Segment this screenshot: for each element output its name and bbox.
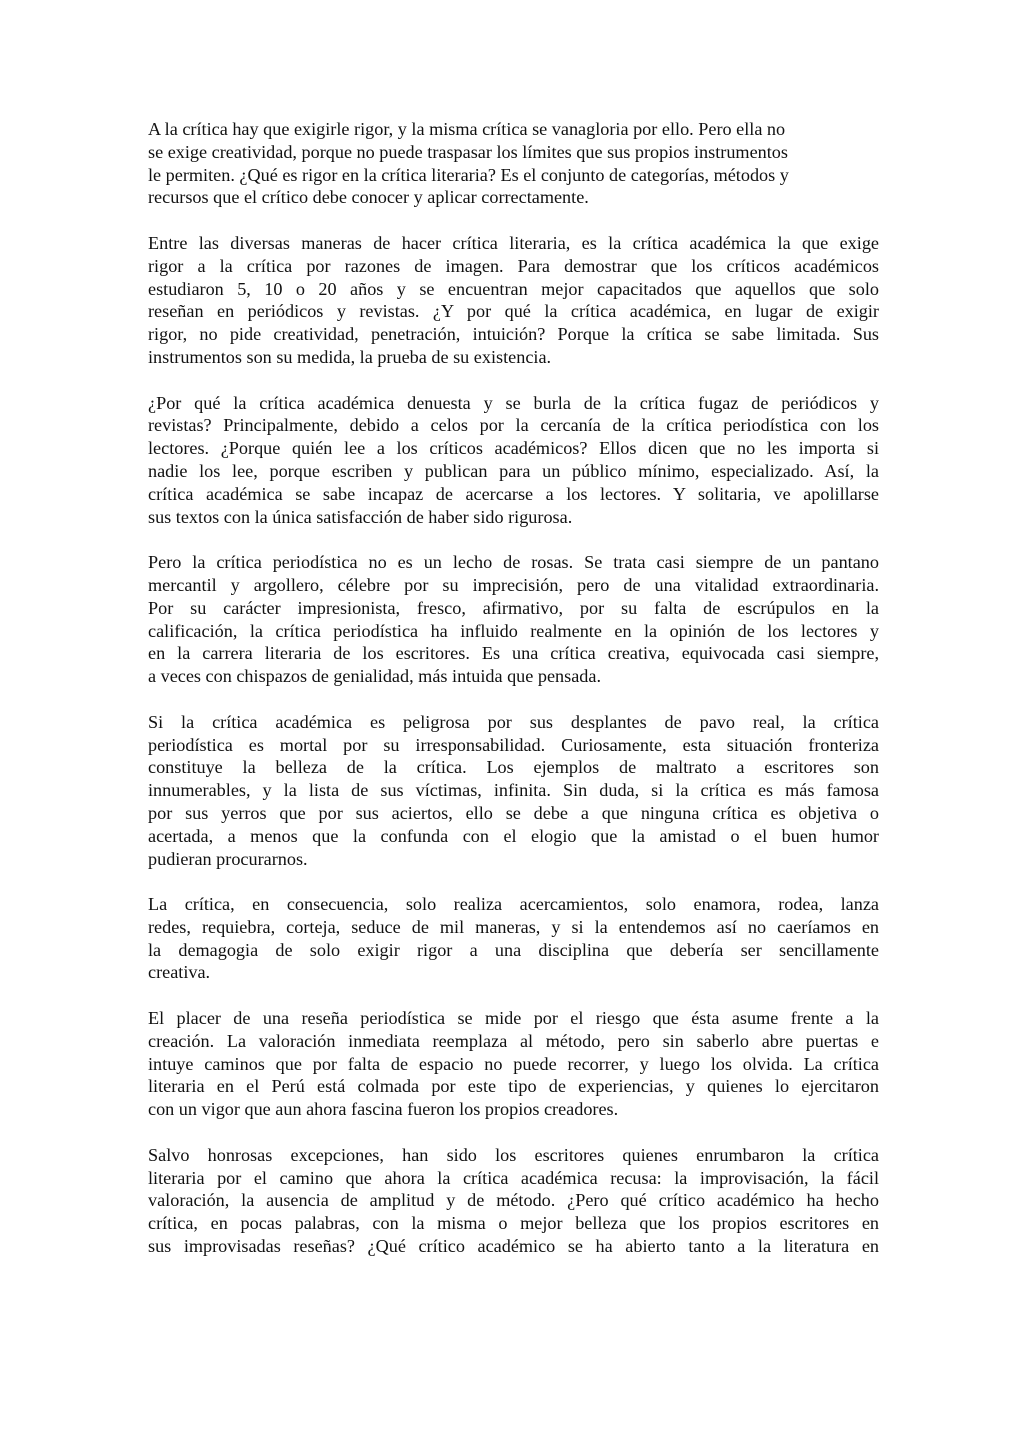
text-line: instrumentos son su medida, la prueba de su existencia. (148, 346, 552, 367)
text-line: a veces con chispazos de genialidad, más intuida que pensada. (148, 666, 602, 687)
text-line: acertada, a menos que la confunda con el elogio que la amistad o el buen humor (148, 825, 879, 846)
text-line: ¿Por qué la crítica académica denuesta y se burla de la crítica fugaz de periódicos y (148, 392, 879, 413)
text-line: A la crítica hay que exigirle rigor, y la misma crítica se vanagloria por ello. Pero ella no (148, 119, 786, 139)
text-line: reseñan en periódicos y revistas. ¿Y por qué la crítica académica, en lugar de exigir (148, 301, 879, 322)
text-line: por sus yerros que por sus aciertos, ello se debe a que ninguna crítica es objetiva o (148, 802, 879, 823)
text-line: Salvo honrosas excepciones, han sido los escritores quienes enrumbaron la crítica (148, 1144, 879, 1165)
text-line: pudieran procurarnos. (148, 848, 308, 869)
paragraph-7 (148, 1007, 879, 1121)
text-line: Por su carácter impresionista, fresco, afirmativo, por su falta de escrúpulos en la (148, 597, 879, 618)
text-line: crítica académica se sabe incapaz de acercarse a los lectores. Y solitaria, ve apolillarse (148, 483, 879, 504)
text-line: intuye caminos que por falta de espacio no puede recorrer, y luego los olvida. La crítica (148, 1053, 879, 1074)
text-line: rigor a la crítica por razones de imagen. Para demostrar que los críticos académicos (148, 255, 879, 276)
text-line: lectores. ¿Porque quién lee a los críticos académicos? Ellos dicen que no les importa si (148, 438, 879, 459)
paragraph-4 (148, 551, 879, 688)
paragraph-5 (148, 711, 879, 871)
text-line: mercantil y argollero, célebre por su imprecisión, pero de una vitalidad extraordinaria. (148, 574, 879, 595)
paragraph-6 (148, 893, 879, 984)
paragraph-1 (148, 118, 879, 209)
document-page (148, 118, 879, 1281)
text-line: La crítica, en consecuencia, solo realiza acercamientos, solo enamora, rodea, lanza (148, 894, 879, 915)
text-line: creación. La valoración inmediata reemplaza al método, pero sin saberlo abre puertas e (148, 1030, 879, 1051)
text-line: estudiaron 5, 10 o 20 años y se encuentran mejor capacitados que aquellos que solo (148, 278, 879, 299)
text-line: rigor, no pide creatividad, penetración, intuición? Porque la crítica se sabe limitada. Sus (148, 324, 879, 345)
text-line: valoración, la ausencia de amplitud y de método. ¿Pero qué crítico académico ha hecho (148, 1190, 879, 1211)
text-line: crítica, en pocas palabras, con la misma o mejor belleza que los propios escritores en (148, 1213, 879, 1234)
text-line: literaria por el camino que ahora la crítica académica recusa: la improvisación, la fácil (148, 1167, 879, 1188)
paragraph-2 (148, 232, 879, 369)
text-line: innumerables, y la lista de sus víctimas, infinita. Sin duda, si la crítica es más famosa (148, 780, 879, 801)
text-line: se exige creatividad, porque no puede traspasar los límites que sus propios instrumentos (148, 141, 788, 162)
text-line: periodística es mortal por su irresponsabilidad. Curiosamente, esta situación fronteriza (148, 734, 879, 755)
text-line: con un vigor que aun ahora fascina fueron los propios creadores. (148, 1099, 619, 1120)
text-line: El placer de una reseña periodística se mide por el riesgo que ésta asume frente a la (148, 1008, 879, 1029)
text-line: Si la crítica académica es peligrosa por sus desplantes de pavo real, la crítica (148, 711, 879, 732)
text-line: en la carrera literaria de los escritores. Es una crítica creativa, equivocada casi siempre, (148, 643, 879, 664)
text-line: literaria en el Perú está colmada por este tipo de experiencias, y quienes lo ejercitaron (148, 1076, 879, 1097)
text-line: constituye la belleza de la crítica. Los ejemplos de maltrato a escritores son (148, 757, 879, 778)
text-line: creativa. (148, 962, 211, 983)
text-line: calificación, la crítica periodística ha influido realmente en la opinión de los lectores y (148, 620, 879, 641)
text-line: la demagogia de solo exigir rigor a una disciplina que debería ser sencillamente (148, 939, 879, 960)
text-line: redes, requiebra, corteja, seduce de mil maneras, y si la entendemos así no caeríamos en (148, 916, 879, 937)
text-line: le permiten. ¿Qué es rigor en la crítica literaria? Es el conjunto de categorías, métodos y (148, 164, 789, 185)
text-line: recursos que el crítico debe conocer y aplicar correctamente. (148, 187, 589, 208)
text-line: revistas? Principalmente, debido a celos por la cercanía de la crítica periodística con los (148, 415, 879, 436)
paragraph-3 (148, 392, 879, 529)
text-line: Entre las diversas maneras de hacer crítica literaria, es la crítica académica la que exige (148, 232, 879, 253)
text-line: sus improvisadas reseñas? ¿Qué crítico académico se ha abierto tanto a la literatura en (148, 1236, 879, 1257)
text-line: sus textos con la única satisfacción de haber sido rigurosa. (148, 506, 573, 527)
text-line: Pero la crítica periodística no es un lecho de rosas. Se trata casi siempre de un pantano (148, 552, 879, 573)
text-line: nadie los lee, porque escriben y publican para un público mínimo, especializado. Así, la (148, 460, 879, 481)
paragraph-8 (148, 1144, 879, 1258)
